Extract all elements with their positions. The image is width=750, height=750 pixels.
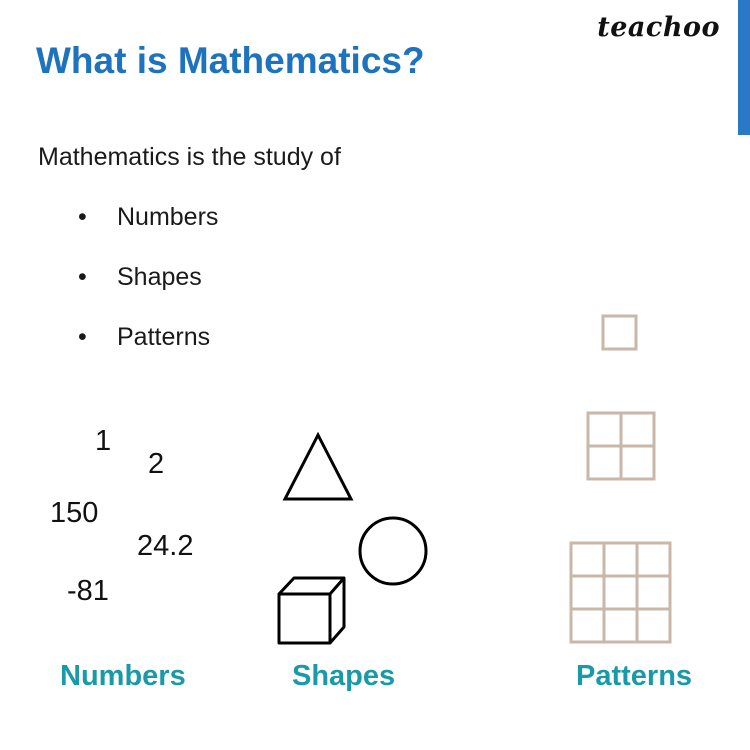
brand-logo: teachoo xyxy=(597,12,720,43)
pattern-cell xyxy=(603,316,636,349)
number-2: 2 xyxy=(148,448,165,480)
pattern-cell xyxy=(621,413,654,446)
number-minus-81: -81 xyxy=(67,575,109,607)
pattern-grid-3x3 xyxy=(571,543,670,642)
bullet-label: Shapes xyxy=(117,263,202,291)
intro-text: Mathematics is the study of xyxy=(38,143,341,171)
number-150: 150 xyxy=(50,497,99,529)
caption-numbers: Numbers xyxy=(60,660,186,692)
pattern-cell xyxy=(571,576,604,609)
caption-shapes: Shapes xyxy=(292,660,396,692)
triangle-icon xyxy=(285,435,351,499)
pattern-cell xyxy=(604,543,637,576)
caption-patterns: Patterns xyxy=(576,660,693,692)
number-1: 1 xyxy=(95,425,112,457)
pattern-cell xyxy=(588,413,621,446)
pattern-cell xyxy=(637,576,670,609)
bullet-icon: • xyxy=(78,263,87,291)
number-24-2: 24.2 xyxy=(137,530,194,562)
pattern-cell xyxy=(588,446,621,479)
pattern-grids xyxy=(571,316,670,642)
circle-icon xyxy=(360,518,426,584)
bullet-label: Patterns xyxy=(117,323,211,351)
pattern-cell xyxy=(604,609,637,642)
pattern-cell xyxy=(604,576,637,609)
pattern-grid-2x2 xyxy=(588,413,654,479)
bullet-icon: • xyxy=(78,203,87,231)
pattern-cell xyxy=(637,543,670,576)
page-title: What is Mathematics? xyxy=(36,40,425,81)
bullet-icon: • xyxy=(78,323,87,351)
pattern-grid-1x1 xyxy=(603,316,636,349)
pattern-cell xyxy=(637,609,670,642)
pattern-cell xyxy=(621,446,654,479)
cube-icon xyxy=(279,578,344,643)
bullet-label: Numbers xyxy=(117,203,219,231)
pattern-cell xyxy=(571,543,604,576)
pattern-cell xyxy=(571,609,604,642)
